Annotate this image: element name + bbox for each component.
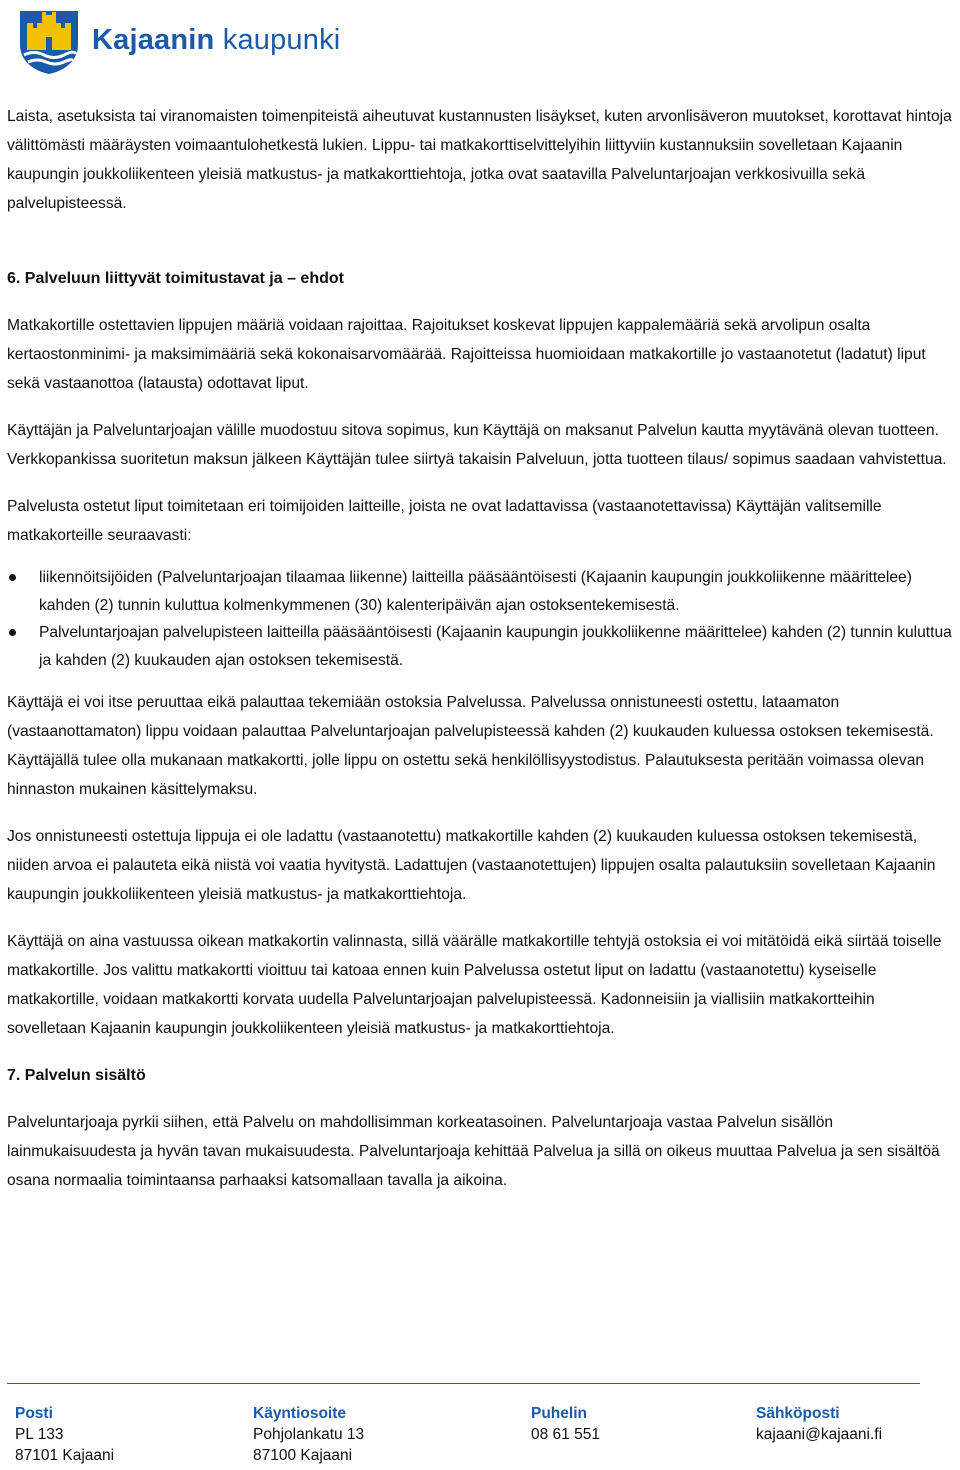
footer-posti-heading: Posti	[15, 1405, 53, 1422]
paragraph-price-changes: Laista, asetuksista tai viranomaisten toimenpiteistä aiheutuvat kustannusten lisäykset, kuten arvonlisäveron muutokset, korottavat hintoja välittömästi määräysten voimaantulohetkestä lukien. Lippu- tai matkakorttiselvittelyihin liittyviin kustannuksiin sovelletaan Kajaanin kaupungin joukkoliikenteen yleisiä matkustus- ja matkakorttiehtoja, jotka ovat saatavilla Palveluntarjoajan verkkosivuilla sekä palvelupisteessä.	[7, 108, 952, 212]
paragraph-card-responsibility: Käyttäjä on aina vastuussa oikean matkakortin valinnasta, sillä väärälle matkakortille tehtyjä ostoksia ei voi mitätöidä eikä siirtää toiselle matkakortille. Jos valittu matkakortti vioittuu tai katoaa ennen kuin Palvelussa ostetut liput on ladattu (vastaanotettu) kyseiselle matkakortille, voidaan matkakortti korvata uudella Palveluntarjoajan palvelupisteessä. Kadonneisiin ja viallisiin matkakortteihin sovelletaan Kajaanin kaupungin joukkoliikenteen yleisiä matkustus- ja matkakorttiehtoja.	[7, 933, 942, 1037]
footer-kayntiosoite-line2: 87100 Kajaani	[253, 1447, 353, 1464]
paragraph-ticket-delivery: Palvelusta ostetut liput toimitetaan eri toimijoiden laitteille, joista ne ovat ladattavissa (vastaanotettavissa) Käyttäjän valitsemille matkakorteille seuraavasti:	[7, 498, 882, 544]
footer-kayntiosoite-heading: Käyntiosoite	[253, 1405, 347, 1422]
logo-wordmark	[92, 24, 340, 57]
page-footer	[0, 1403, 960, 1467]
footer-sahkoposti-heading: Sähköposti	[756, 1405, 840, 1422]
list-item: liikennöitsijöiden (Palveluntarjoajan tilaamaa liikenne) laitteilla pääsääntöisesti (Kajaanin kaupungin joukkoliikenne määrittelee) kahden (2) tunnin kuluttua kolmenkymmenen (30) kalenteripäivän ajan ostoksentekemisestä.	[7, 564, 957, 619]
footer-kayntiosoite-line1: Pohjolankatu 13	[253, 1426, 365, 1443]
logo-wordmark-regular: kaupunki	[222, 23, 341, 56]
logo-wordmark-bold: Kajaanin	[92, 23, 215, 56]
footer-kayntiosoite	[253, 1403, 364, 1466]
footer-posti	[15, 1403, 114, 1466]
page-header	[18, 6, 340, 78]
footer-posti-line1: PL 133	[15, 1426, 64, 1443]
paragraph-unloaded-tickets: Jos onnistuneesti ostettuja lippuja ei ole ladattu (vastaanotettu) matkakortille kahden (2) kuukauden kuluessa ostoksen tekemisestä, niiden arvoa ei palauteta eikä niistä voi vaatia hyvitystä. Ladattujen (vastaanotettujen) lippujen osalta palautuksiin sovelletaan Kajaanin kaupungin joukkoliikenteen yleisiä matkustus- ja matkakorttiehtoja.	[7, 828, 936, 903]
document-body	[7, 102, 957, 1195]
paragraph-service-content: Palveluntarjoaja pyrkii siihen, että Palvelu on mahdollisimman korkeatasoinen. Palveluntarjoaja vastaa Palvelun sisällön lainmukaisuudesta ja hyvän tavan mukaisuudesta. Palveluntarjoaja kehittää Palvelua ja sillä on oikeus muuttaa Palvelua ja sen sisältöä osana normaalia toimintaansa parhaaksi katsomallaan tavalla ja aikoina.	[7, 1114, 940, 1189]
kajaani-coat-of-arms-logo	[18, 9, 80, 75]
footer-email-link[interactable]: kajaani@kajaani.fi	[756, 1426, 883, 1443]
delivery-bullet-list	[7, 564, 957, 674]
paragraph-ticket-limits: Matkakortille ostettavien lippujen määriä voidaan rajoittaa. Rajoitukset koskevat lippujen kappalemääriä sekä arvolipun osalta kertaostonminimi- ja maksimimääriä sekä kokonaisarvomäärää. Rajoitteissa huomioidaan matkakortille jo vastaanotetut (ladatut) liput sekä vastaanottoa (latausta) odottavat liput.	[7, 317, 926, 392]
footer-puhelin-heading: Puhelin	[531, 1405, 587, 1422]
footer-puhelin-line1: 08 61 551	[531, 1426, 600, 1443]
section-heading-7: 7. Palvelun sisältö	[7, 1067, 146, 1084]
paragraph-binding-agreement: Käyttäjän ja Palveluntarjoajan välille muodostuu sitova sopimus, kun Käyttäjä on maksanut Palvelun kautta myytävänä olevan tuotteen. Verkkopankissa suoritetun maksun jälkeen Käyttäjän tulee siirtyä takaisin Palveluun, jotta tuotteen tilaus/ sopimus saadaan vahvistettua.	[7, 422, 947, 468]
footer-sahkoposti	[756, 1403, 882, 1445]
list-item: Palveluntarjoajan palvelupisteen laitteilla pääsääntöisesti (Kajaanin kaupungin joukkoliikenne määrittelee) kahden (2) tunnin kuluttua ja kahden (2) kuukauden ajan ostoksen tekemisestä.	[7, 619, 957, 674]
footer-divider	[7, 1383, 920, 1384]
footer-puhelin	[531, 1403, 600, 1445]
section-heading-6: 6. Palveluun liittyvät toimitustavat ja – ehdot	[7, 270, 344, 287]
paragraph-returns: Käyttäjä ei voi itse peruuttaa eikä palauttaa tekemiään ostoksia Palvelussa. Palvelussa onnistuneesti ostettu, lataamaton (vastaanottamaton) lippu voidaan palauttaa Palveluntarjoajan palvelupisteessä kahden (2) kuukauden kuluessa ostoksen tekemisestä. Käyttäjällä tulee olla mukanaan matkakortti, jolle lippu on ostettu sekä henkilöllisyystodistus. Palautuksesta peritään voimassa olevan hinnaston mukainen käsittelymaksu.	[7, 694, 934, 798]
footer-posti-line2: 87101 Kajaani	[15, 1447, 115, 1464]
